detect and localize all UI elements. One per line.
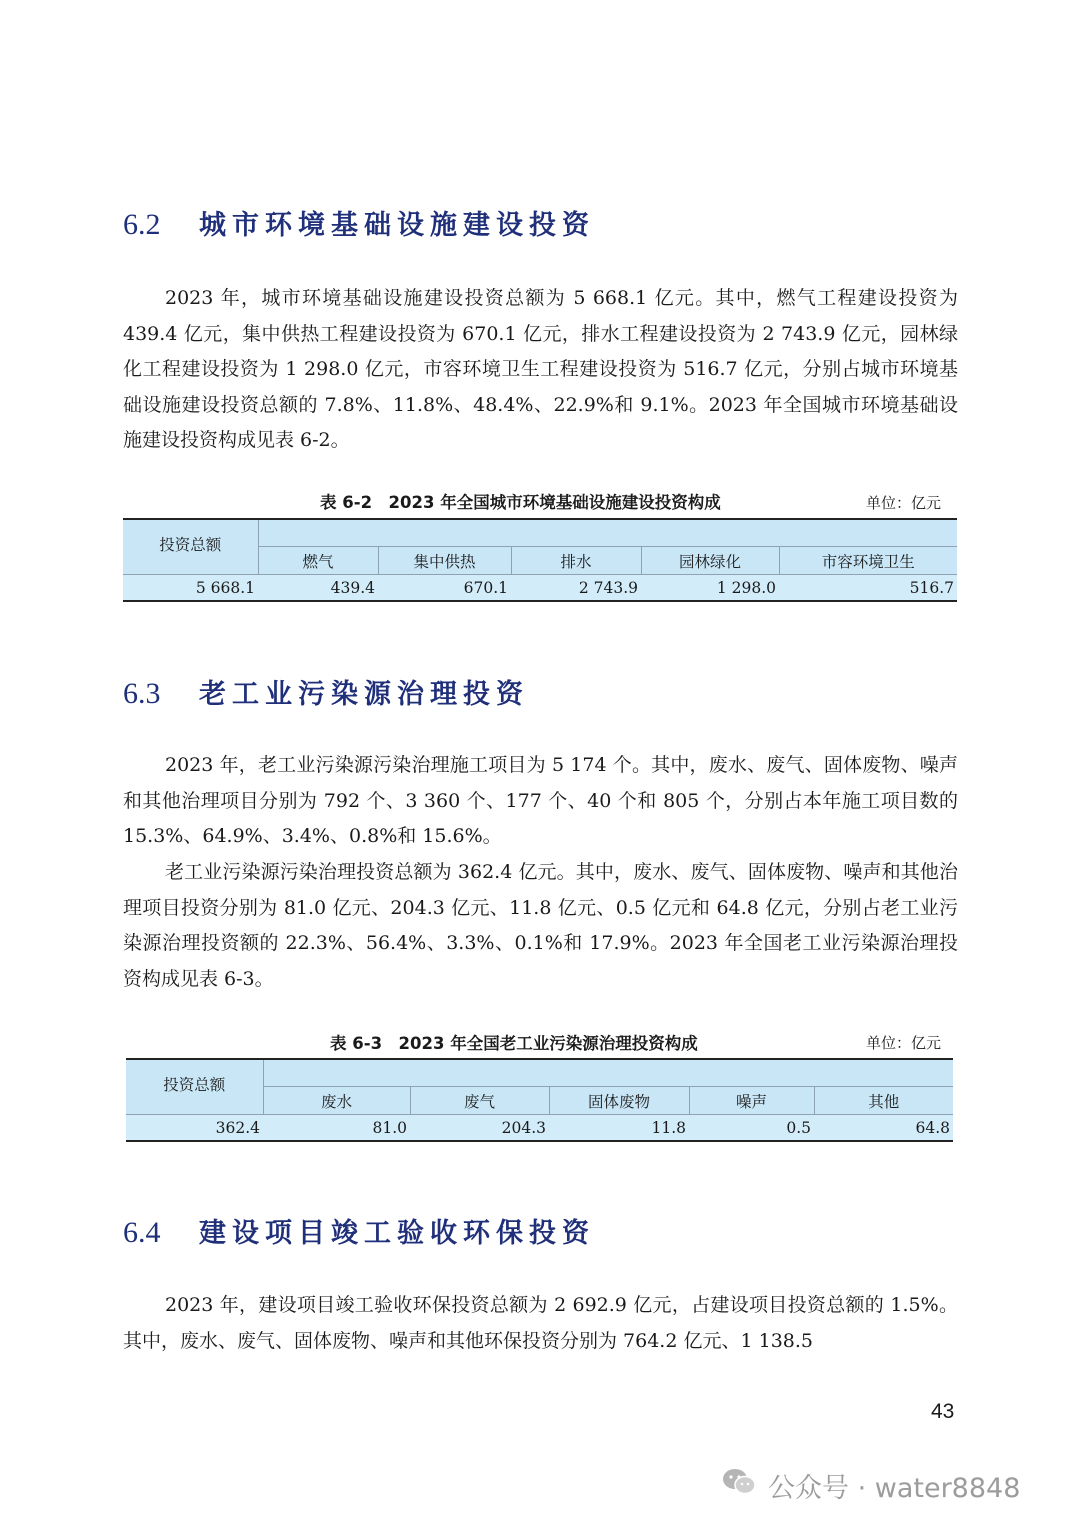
table-cell: 64.8 xyxy=(814,1115,953,1142)
wechat-icon xyxy=(722,1467,758,1504)
section-number: 6.2 xyxy=(123,208,161,241)
paragraph-6-3-1: 2023 年，老工业污染源污染治理施工项目为 5 174 个。其中，废水、废气、固体废物、噪声和其他治理项目分别为 792 个、3 360 个、177 个、40 个和 805 个，分别占本年施工项目数的 15.3%、64.9%、3.4%、0.8%和 15.6%。 xyxy=(123,754,958,847)
table-caption-6-3: 表 6-3 2023 年全国老工业污染源治理投资构成 xyxy=(330,1034,698,1053)
table-cell: 670.1 xyxy=(378,575,511,602)
section-number: 6.3 xyxy=(123,677,161,710)
table-cell: 439.4 xyxy=(258,575,378,602)
column-header: 废水 xyxy=(263,1087,410,1115)
total-header: 投资总额 xyxy=(123,519,258,575)
column-header: 其他 xyxy=(814,1087,953,1115)
watermark xyxy=(722,1466,1020,1505)
watermark-text: 公众号 · water8848 xyxy=(768,1473,1021,1504)
table-row xyxy=(123,575,957,602)
column-header: 废气 xyxy=(410,1087,549,1115)
section-heading-6-3 xyxy=(123,672,529,711)
table-cell: 204.3 xyxy=(410,1115,549,1142)
column-header: 噪声 xyxy=(689,1087,814,1115)
table-cell: 2 743.9 xyxy=(511,575,641,602)
total-header: 投资总额 xyxy=(126,1059,263,1115)
table-cell: 1 298.0 xyxy=(641,575,779,602)
section-title: 建设项目竣工验收环保投资 xyxy=(199,1218,595,1249)
section-heading-6-4 xyxy=(123,1211,595,1250)
column-header: 园林绿化 xyxy=(641,547,779,575)
table-unit-6-3: 单位：亿元 xyxy=(866,1034,942,1052)
section-title: 老工业污染源治理投资 xyxy=(199,679,529,710)
section-heading-6-2 xyxy=(123,203,595,242)
column-header: 燃气 xyxy=(258,547,378,575)
table-cell: 0.5 xyxy=(689,1115,814,1142)
table-cell: 11.8 xyxy=(549,1115,689,1142)
paragraph-6-4: 2023 年，建设项目竣工验收环保投资总额为 2 692.9 亿元，占建设项目投资总额的 1.5%。其中，废水、废气、固体废物、噪声和其他环保投资分别为 764.2 亿元、1 138.5 xyxy=(123,1294,958,1352)
section-title: 城市环境基础设施建设投资 xyxy=(199,210,595,241)
column-header: 固体废物 xyxy=(549,1087,689,1115)
page-number: 43 xyxy=(931,1400,955,1423)
investment-table-6-2 xyxy=(123,518,957,602)
column-header: 市容环境卫生 xyxy=(779,547,957,575)
table-row xyxy=(126,1115,953,1142)
table-cell: 362.4 xyxy=(126,1115,263,1142)
table-caption-6-2: 表 6-2 2023 年全国城市环境基础设施建设投资构成 xyxy=(320,493,721,512)
table-cell: 5 668.1 xyxy=(123,575,258,602)
section-number: 6.4 xyxy=(123,1216,161,1249)
table-unit-6-2: 单位：亿元 xyxy=(866,494,942,512)
paragraph-6-2: 2023 年，城市环境基础设施建设投资总额为 5 668.1 亿元。其中，燃气工程建设投资为 439.4 亿元，集中供热工程建设投资为 670.1 亿元，排水工程建设投资为 2 743.9 亿元，园林绿化工程建设投资为 1 298.0 亿元，市容环境卫生工程建设投资为 516.7 亿元，分别占城市环境基础设施建设投资总额的 7.8%、11.8%、48.4%、22.9%和 9.1%。2023 年全国城市环境基础设施建设投资构成见表 6-2。 xyxy=(123,287,958,451)
table-cell: 81.0 xyxy=(263,1115,410,1142)
column-header: 集中供热 xyxy=(378,547,511,575)
investment-table-6-3 xyxy=(126,1058,953,1142)
column-header: 排水 xyxy=(511,547,641,575)
table-cell: 516.7 xyxy=(779,575,957,602)
paragraph-6-3-2: 老工业污染源污染治理投资总额为 362.4 亿元。其中，废水、废气、固体废物、噪声和其他治理项目投资分别为 81.0 亿元、204.3 亿元、11.8 亿元、0.5 亿元和 64.8 亿元，分别占老工业污染源治理投资额的 22.3%、56.4%、3.3%、0.1%和 17.9%。2023 年全国老工业污染源治理投资构成见表 6-3。 xyxy=(123,861,958,990)
